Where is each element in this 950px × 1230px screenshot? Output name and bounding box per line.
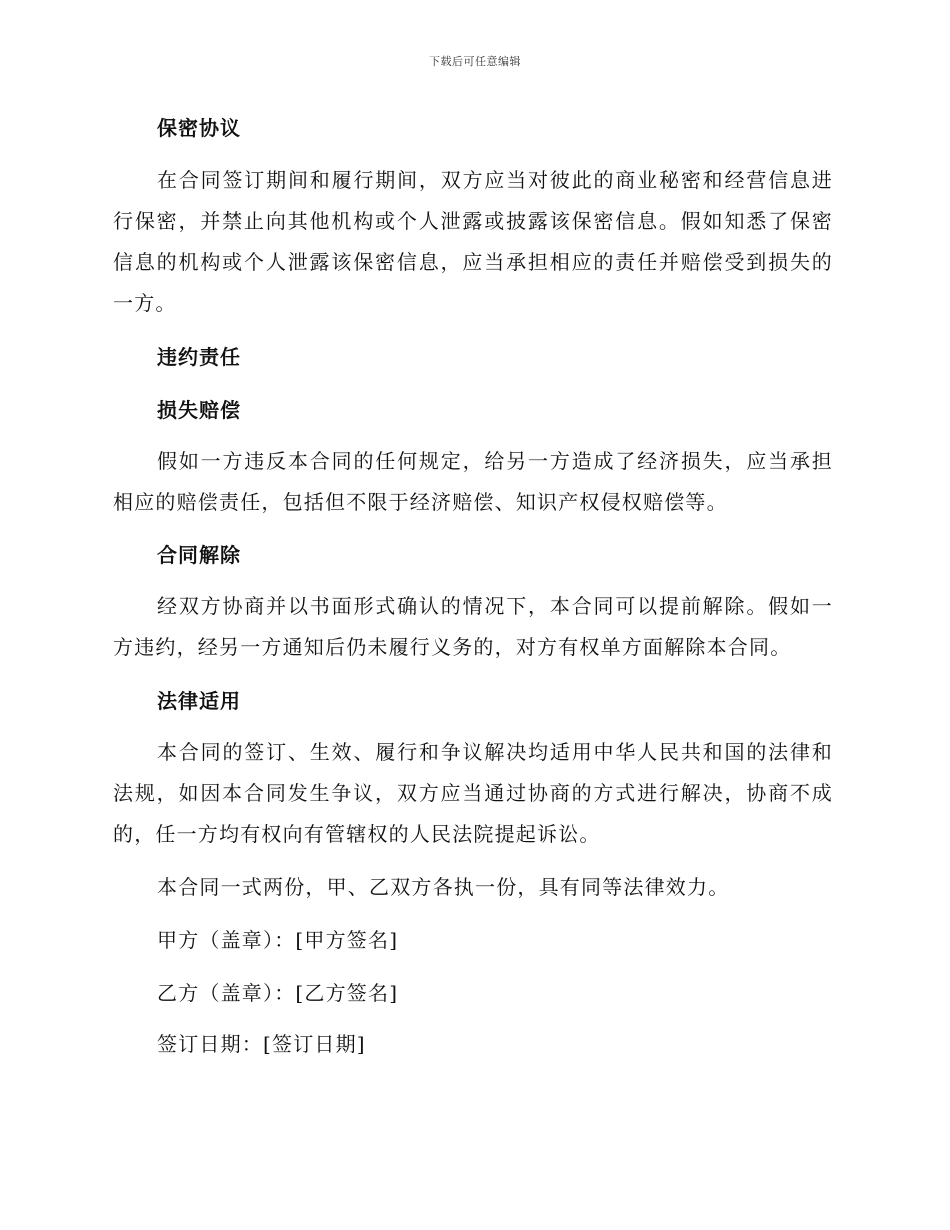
section-heading-law: 法律适用	[157, 689, 241, 713]
party-b-signature-line: 乙方（盖章）：[乙方签名]	[157, 981, 399, 1005]
page-header: 下载后可任意编辑	[429, 55, 521, 68]
section-heading-termination: 合同解除	[157, 543, 241, 567]
signing-date-line: 签订日期：[签订日期]	[157, 1032, 366, 1056]
section-heading-breach: 违约责任	[157, 345, 241, 369]
paragraph-confidentiality: 在合同签订期间和履行期间，双方应当对彼此的商业秘密和经营信息进行保密，并禁止向其他机构或个人泄露或披露该保密信息。假如知悉了保密信息的机构或个人泄露该保密信息，应当承担相应的责任并赔偿受到损失的一方。	[113, 168, 833, 315]
section-heading-compensation: 损失赔偿	[157, 398, 241, 422]
section-heading-confidentiality: 保密协议	[157, 116, 241, 140]
party-a-signature-line: 甲方（盖章）：[甲方签名]	[157, 928, 399, 952]
paragraph-compensation: 假如一方违反本合同的任何规定，给另一方造成了经济损失，应当承担相应的赔偿责任，包括但不限于经济赔偿、知识产权侵权赔偿等。	[113, 449, 833, 514]
copies-statement: 本合同一式两份，甲、乙双方各执一份，具有同等法律效力。	[157, 875, 730, 899]
paragraph-law: 本合同的签订、生效、履行和争议解决均适用中华人民共和国的法律和法规，如因本合同发生争议，双方应当通过协商的方式进行解决，协商不成的，任一方均有权向有管辖权的人民法院提起诉讼。	[113, 740, 833, 846]
paragraph-termination: 经双方协商并以书面形式确认的情况下，本合同可以提前解除。假如一方违约，经另一方通知后仍未履行义务的，对方有权单方面解除本合同。	[113, 594, 833, 659]
